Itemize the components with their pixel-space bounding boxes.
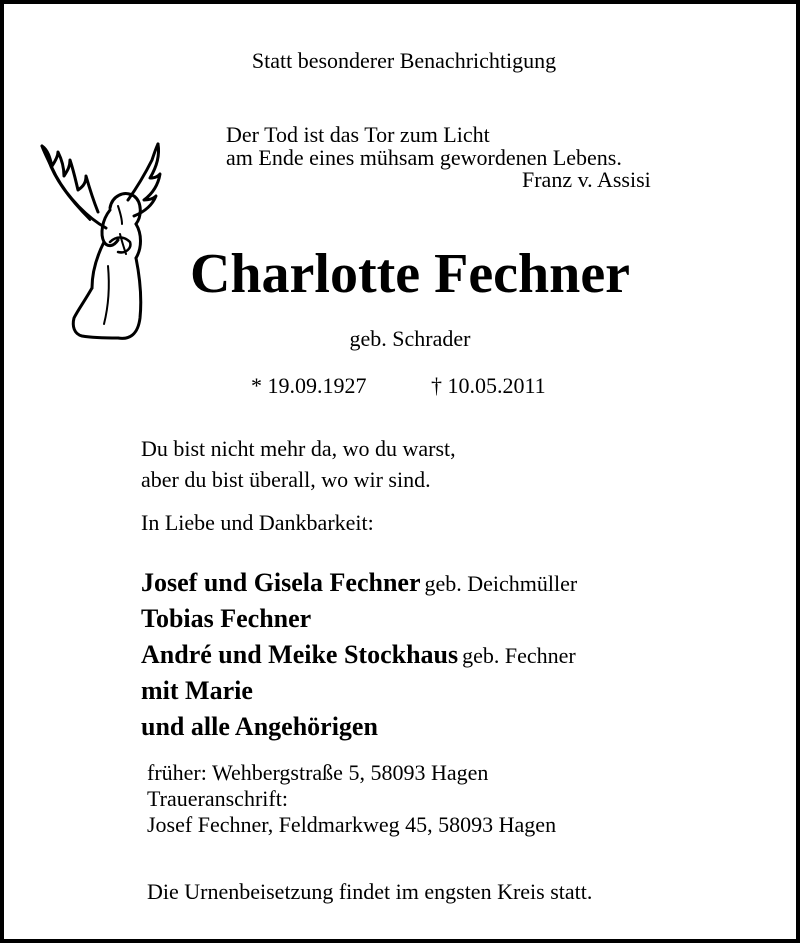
mourner-line [141, 603, 577, 639]
quote-line-2: am Ende eines mühsam gewordenen Lebens. [226, 145, 622, 170]
urn-burial-note: Die Urnenbeisetzung findet im engsten Kreis statt. [147, 879, 593, 904]
mourner-line [141, 639, 577, 675]
mourners-list [141, 567, 577, 747]
mourner-name: und alle Angehörigen [141, 712, 378, 741]
thanks-line: In Liebe und Dankbarkeit: [141, 510, 374, 535]
mourner-line [141, 711, 577, 747]
mourner-line [141, 675, 577, 711]
verse [141, 433, 456, 495]
mourner-name: André und Meike Stockhaus [141, 640, 459, 669]
deceased-name: Charlotte Fechner [189, 243, 631, 305]
mourning-address: Josef Fechner, Feldmarkweg 45, 58093 Hagen [147, 812, 557, 837]
mourner-note: geb. Deichmüller [424, 571, 578, 596]
quote-line-1: Der Tod ist das Tor zum Licht [226, 122, 490, 147]
mourner-name: mit Marie [141, 676, 253, 705]
mourner-name: Josef und Gisela Fechner [141, 568, 421, 597]
mourning-address-label: Traueranschrift: [147, 786, 288, 811]
quote [226, 123, 622, 169]
death-date: † 10.05.2011 [431, 373, 546, 398]
header-note: Statt besonderer Benachrichtigung [251, 48, 557, 73]
verse-line-2: aber du bist überall, wo wir sind. [141, 467, 431, 492]
former-address: früher: Wehbergstraße 5, 58093 Hagen [147, 760, 489, 785]
mourner-name: Tobias Fechner [141, 604, 312, 633]
address-block [147, 760, 556, 838]
birth-date: * 19.09.1927 [251, 373, 367, 398]
verse-line-1: Du bist nicht mehr da, wo du warst, [141, 436, 456, 461]
mourner-line [141, 567, 577, 603]
mourner-note: geb. Fechner [462, 643, 576, 668]
quote-author: Franz v. Assisi [522, 167, 651, 192]
maiden-name: geb. Schrader [349, 326, 471, 351]
